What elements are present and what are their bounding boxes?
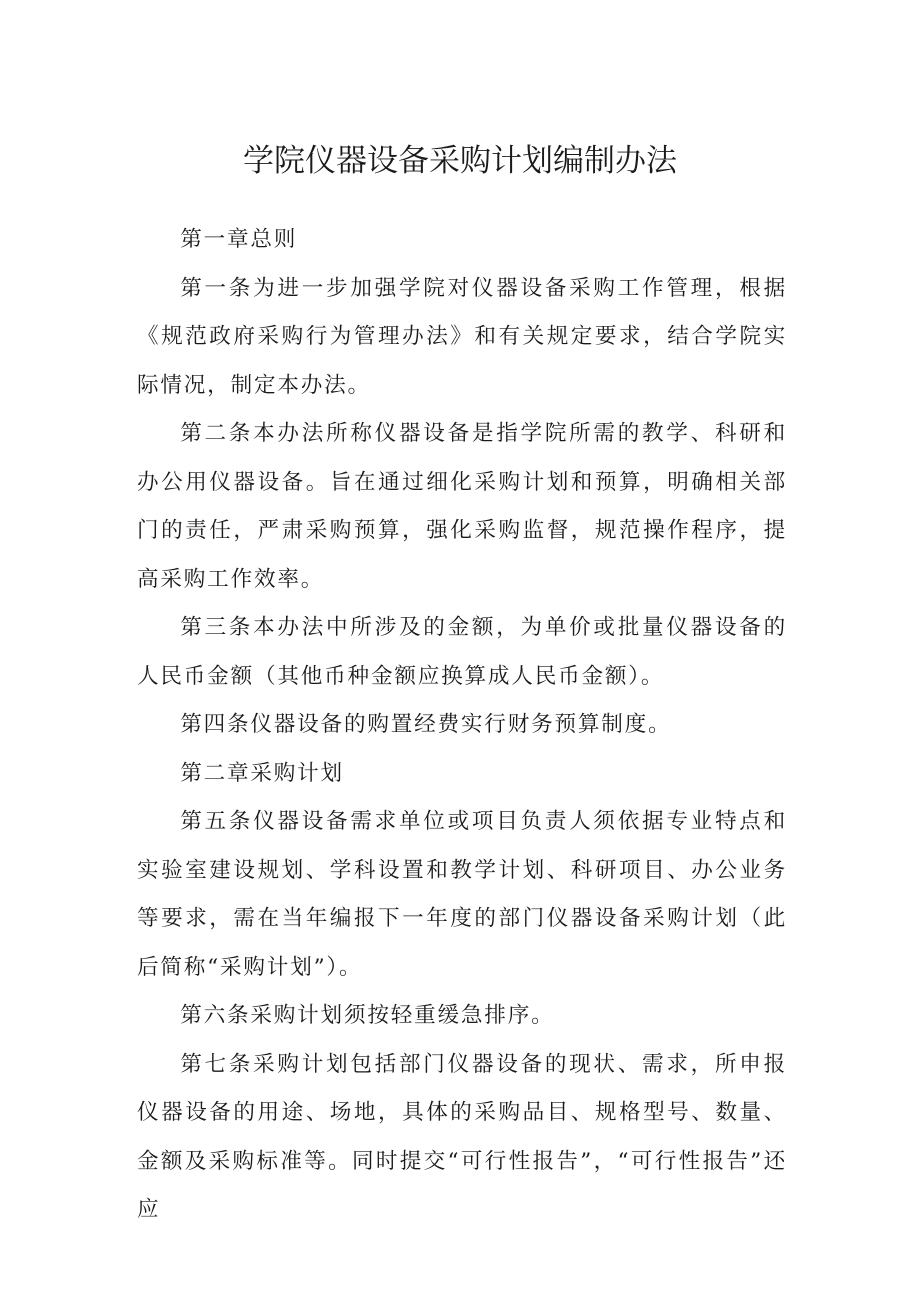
article-6: 第六条采购计划须按轻重缓急排序。 — [180, 1003, 555, 1028]
article-3: 第三条本办法中所涉及的金额，为单价或批量仪器设备的人民币金额（其他币种金额应换算成人民币金额）。 — [137, 615, 787, 689]
chapter-heading-general: 第一章总则 — [180, 227, 298, 252]
article-2: 第二条本办法所称仪器设备是指学院所需的教学、科研和办公用仪器设备。旨在通过细化采购计划和预算，明确相关部门的责任，严肃采购预算，强化采购监督，规范操作程序，提高采购工作效率。 — [137, 421, 787, 592]
chapter-heading-procurement-plan: 第二章采购计划 — [180, 760, 344, 786]
article-5: 第五条仪器设备需求单位或项目负责人须依据专业特点和实验室建设规划、学科设置和教学计划、科研项目、办公业务等要求，需在当年编报下一年度的部门仪器设备采购计划（此后简称“采购计划”）。 — [137, 809, 787, 980]
document-title: 学院仪器设备采购计划编制办法 — [243, 143, 677, 179]
article-4: 第四条仪器设备的购置经费实行财务预算制度。 — [180, 712, 672, 737]
article-1: 第一条为进一步加强学院对仪器设备采购工作管理，根据《规范政府采购行为管理办法》和有关规定要求，结合学院实际情况，制定本办法。 — [137, 275, 787, 398]
document-body — [137, 216, 787, 1235]
article-7: 第七条采购计划包括部门仪器设备的现状、需求，所申报仪器设备的用途、场地，具体的采购品目、规格型号、数量、金额及采购标准等。同时提交“可行性报告”，“可行性报告”还应 — [137, 1051, 787, 1222]
